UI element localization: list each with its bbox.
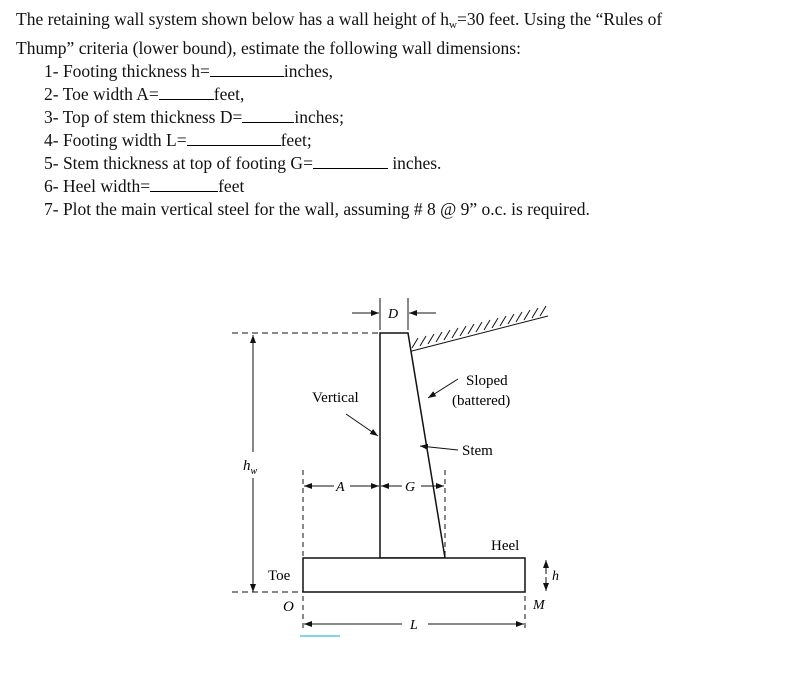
label-hw: $h_w$ (243, 458, 258, 477)
intro-text-2: =30 feet. Using the “Rules of (456, 9, 663, 29)
label-stem: Stem (462, 443, 493, 459)
label-vertical: Vertical (312, 390, 359, 406)
label-battered: (battered) (452, 393, 511, 409)
question-4: 4- Footing width L= feet; (44, 130, 312, 150)
question-7: 7- Plot the main vertical steel for the wall, assuming # 8 @ 9” o.c. is required. (44, 199, 590, 219)
label-O: O (283, 599, 294, 615)
label-toe: Toe (268, 568, 291, 584)
label-A: A (336, 480, 345, 495)
label-sloped: Sloped (466, 373, 508, 389)
wall-footing (303, 558, 525, 592)
label-D: D (388, 307, 399, 322)
question-3: 3- Top of stem thickness D= inches; (44, 107, 344, 127)
label-G: G (405, 480, 416, 495)
intro-subscript: w (449, 19, 457, 31)
wall-stem (380, 333, 445, 558)
vertical-pointer (346, 414, 378, 436)
question-1: 1- Footing thickness h= inches, (44, 61, 334, 81)
question-2: 2- Toe width A= feet, (44, 84, 245, 104)
problem-intro-line2: Thump” criteria (lower bound), estimate the following wall dimensions: (16, 38, 521, 58)
question-6: 6- Heel width= feet (44, 176, 245, 196)
label-heel: Heel (491, 538, 520, 554)
label-L: L (410, 618, 418, 633)
question-5: 5- Stem thickness at top of footing G= inches. (44, 153, 442, 173)
label-h: h (552, 569, 559, 584)
label-M: M (533, 598, 545, 613)
intro-text-1: The retaining wall system shown below has a wall height of h (16, 9, 450, 29)
